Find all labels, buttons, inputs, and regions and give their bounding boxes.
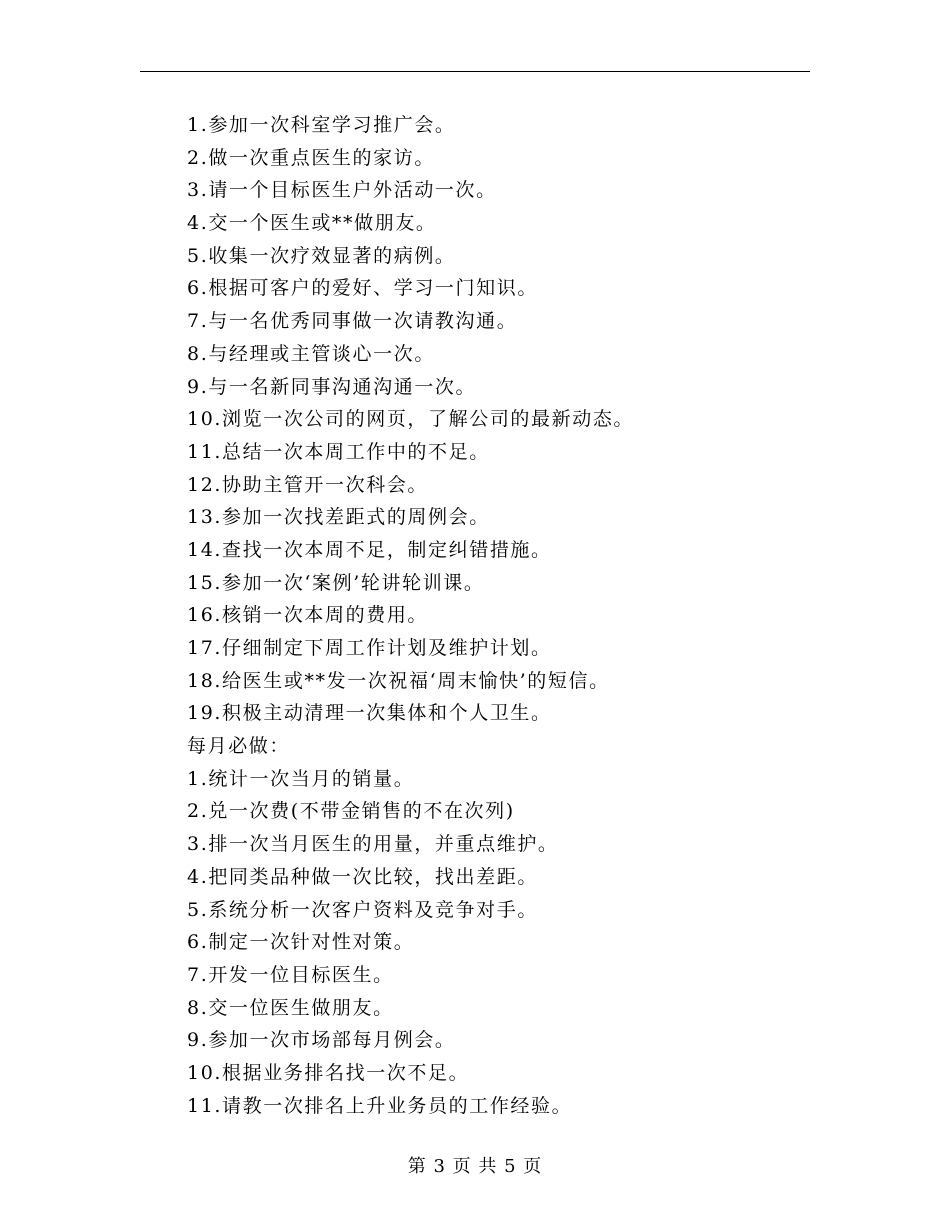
list-item: 9.参加一次市场部每月例会。	[187, 1029, 456, 1052]
header-rule	[140, 71, 810, 72]
list-item: 5.收集一次疗效显著的病例。	[187, 244, 456, 267]
list-item: 11.请教一次排名上升业务员的工作经验。	[187, 1094, 573, 1117]
list-item: 3.排一次当月医生的用量，并重点维护。	[187, 833, 559, 856]
weekly-list	[187, 109, 827, 730]
list-item: 4.交一个医生或**做朋友。	[187, 212, 437, 235]
document-body	[187, 109, 827, 1122]
list-item: 8.与经理或主管谈心一次。	[187, 342, 435, 365]
list-item: 12.协助主管开一次科会。	[187, 473, 429, 496]
list-item: 17.仔细制定下周工作计划及维护计划。	[187, 637, 552, 659]
list-item: 6.根据可客户的爱好、学习一门知识。	[187, 277, 538, 300]
list-item: 1.统计一次当月的销量。	[187, 767, 415, 790]
list-item: 9.与一名新同事沟通沟通一次。	[187, 375, 477, 398]
monthly-heading: 每月必做：	[187, 735, 291, 758]
list-item: 7.与一名优秀同事做一次请教沟通。	[187, 310, 518, 333]
list-item: 5.系统分析一次客户资料及竞争对手。	[187, 898, 538, 921]
list-item: 10.根据业务排名找一次不足。	[187, 1061, 470, 1084]
list-item: 4.把同类品种做一次比较，找出差距。	[187, 865, 538, 888]
list-item: 13.参加一次找差距式的周例会。	[187, 506, 490, 529]
monthly-list	[187, 763, 827, 1123]
list-item: 6.制定一次针对性对策。	[187, 931, 415, 954]
list-item: 16.核销一次本周的费用。	[187, 604, 429, 627]
list-item: 19.积极主动清理一次集体和个人卫生。	[187, 702, 552, 725]
list-item: 1.参加一次科室学习推广会。	[187, 114, 456, 136]
list-item: 2.兑一次费(不带金销售的不在次列)	[187, 800, 515, 823]
list-item: 10.浏览一次公司的网页，了解公司的最新动态。	[187, 408, 635, 431]
list-item: 8.交一位医生做朋友。	[187, 996, 394, 1019]
page-footer: 第 3 页 共 5 页	[407, 1156, 543, 1177]
list-item: 14.查找一次本周不足，制定纠错措施。	[187, 538, 552, 561]
list-item: 18.给医生或**发一次祝福‘周末愉快’的短信。	[187, 669, 610, 692]
list-item: 15.参加一次‘案例’轮讲轮训课。	[187, 571, 485, 594]
list-item: 2.做一次重点医生的家访。	[187, 146, 435, 169]
list-item: 7.开发一位目标医生。	[187, 963, 394, 986]
list-item: 11.总结一次本周工作中的不足。	[187, 440, 490, 463]
list-item: 3.请一个目标医生户外活动一次。	[187, 179, 497, 202]
